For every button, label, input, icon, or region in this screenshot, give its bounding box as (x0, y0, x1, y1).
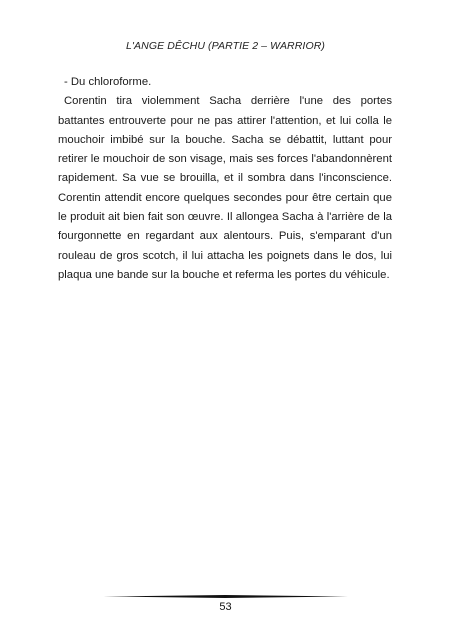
body-text (58, 73, 392, 285)
running-header: L'ANGE DÊCHU (PARTIE 2 – WARRIOR) (125, 40, 325, 52)
page-number: 53 (219, 601, 232, 613)
paragraph-dialogue: - Du chloroforme. (64, 76, 152, 88)
footer-divider (103, 595, 348, 598)
footer-divider-line (103, 595, 348, 598)
paragraph-narrative: Corentin tira violemment Sacha derrière l'une des portes battantes entrouverte pour ne pas attirer l'attention, et lui colla le mouchoir imbibé sur la bouche. Sacha se débattit, luttant pour retirer le mouchoir de son visage, mais ses forces l'abandonnèrent rapidement. Sa vue se brouilla, et il sombra dans l'inconscience. Corentin attendit encore quelques secondes pour être certain que le produit ait bien fait son œuvre. Il allongea Sacha à l'arrière de la fourgonnette en regardant aux alentours. Puis, s'emparant d'un rouleau de gros scotch, il lui attacha les poignets dans le dos, lui plaqua une bande sur la bouche et referma les portes du véhicule. (58, 95, 392, 281)
